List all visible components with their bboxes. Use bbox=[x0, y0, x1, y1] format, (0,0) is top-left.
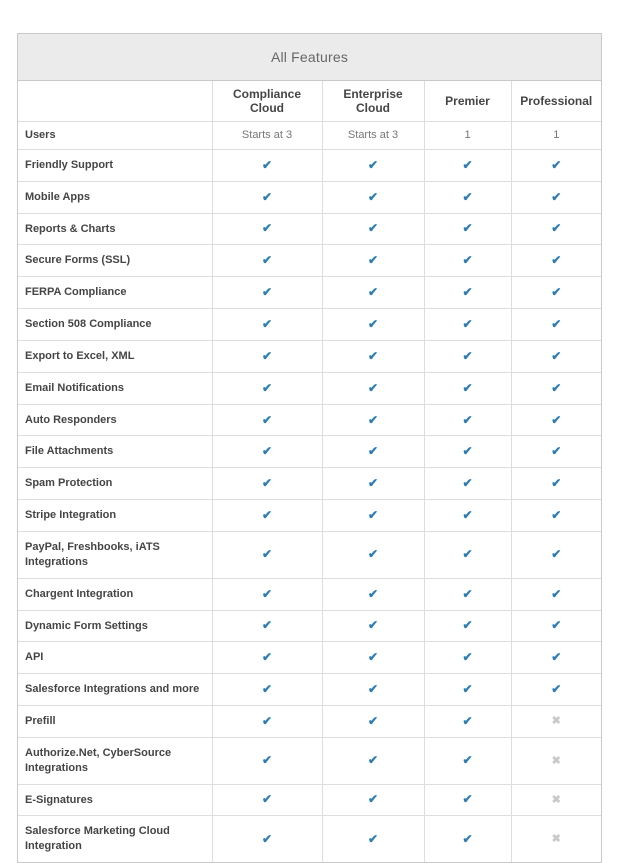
column-header-compliance-cloud: Compliance Cloud bbox=[212, 81, 322, 122]
feature-comparison-card bbox=[17, 33, 602, 863]
table-row bbox=[18, 610, 601, 642]
plan-cell bbox=[424, 500, 511, 532]
plan-cell bbox=[424, 642, 511, 674]
check-icon: ✔ bbox=[261, 650, 273, 665]
plan-cell bbox=[322, 404, 424, 436]
check-icon: ✔ bbox=[261, 285, 273, 300]
plan-cell bbox=[511, 309, 601, 341]
plan-cell bbox=[424, 610, 511, 642]
plan-cell bbox=[322, 372, 424, 404]
table-row bbox=[18, 149, 601, 181]
check-icon: ✔ bbox=[367, 316, 379, 331]
plan-cell bbox=[212, 531, 322, 578]
check-icon: ✔ bbox=[551, 618, 562, 633]
plan-cell bbox=[424, 149, 511, 181]
column-header-professional: Professional bbox=[511, 81, 601, 122]
check-icon: ✔ bbox=[551, 380, 562, 395]
plan-cell bbox=[511, 149, 601, 181]
table-row bbox=[18, 181, 601, 213]
table-row bbox=[18, 706, 601, 738]
check-icon: ✔ bbox=[367, 253, 379, 268]
check-icon: ✔ bbox=[551, 476, 562, 491]
check-icon: ✔ bbox=[367, 831, 379, 846]
feature-name: Email Notifications bbox=[25, 381, 125, 394]
check-icon: ✔ bbox=[261, 444, 273, 459]
check-icon: ✔ bbox=[551, 508, 562, 523]
feature-name: PayPal, Freshbooks, iATS Integrations bbox=[25, 540, 160, 568]
check-icon: ✔ bbox=[367, 547, 379, 562]
check-icon: ✔ bbox=[462, 476, 473, 491]
plan-cell bbox=[212, 181, 322, 213]
plan-cell bbox=[424, 674, 511, 706]
plan-value: 1 bbox=[424, 122, 511, 150]
feature-name: Dynamic Form Settings bbox=[25, 619, 148, 632]
check-icon: ✔ bbox=[367, 618, 379, 633]
check-icon: ✔ bbox=[462, 586, 473, 601]
check-icon: ✔ bbox=[462, 508, 473, 523]
check-icon: ✔ bbox=[462, 792, 473, 807]
check-icon: ✔ bbox=[551, 412, 562, 427]
plan-cell bbox=[212, 309, 322, 341]
plan-cell bbox=[511, 340, 601, 372]
feature-name: Export to Excel, XML bbox=[25, 349, 135, 362]
plan-cell bbox=[511, 737, 601, 784]
table-row bbox=[18, 578, 601, 610]
plan-cell bbox=[212, 149, 322, 181]
table-row bbox=[18, 674, 601, 706]
plan-cell bbox=[511, 706, 601, 738]
check-icon: ✔ bbox=[367, 753, 379, 768]
plan-cell bbox=[424, 706, 511, 738]
table-row bbox=[18, 642, 601, 674]
plan-cell bbox=[424, 737, 511, 784]
check-icon: ✔ bbox=[367, 285, 379, 300]
check-icon: ✔ bbox=[367, 189, 379, 204]
check-icon: ✔ bbox=[462, 650, 473, 665]
plan-cell bbox=[212, 500, 322, 532]
plan-cell bbox=[322, 181, 424, 213]
table-row bbox=[18, 404, 601, 436]
plan-cell bbox=[424, 181, 511, 213]
check-icon: ✔ bbox=[462, 831, 473, 846]
check-icon: ✔ bbox=[261, 753, 273, 768]
plan-cell bbox=[511, 181, 601, 213]
check-icon: ✔ bbox=[261, 316, 273, 331]
plan-cell bbox=[212, 816, 322, 862]
feature-name: Authorize.Net, CyberSource Integrations bbox=[25, 746, 172, 774]
table-title: All Features bbox=[18, 34, 601, 81]
check-icon: ✔ bbox=[462, 713, 473, 728]
check-icon: ✔ bbox=[367, 586, 379, 601]
check-icon: ✔ bbox=[261, 157, 273, 172]
check-icon: ✔ bbox=[551, 444, 562, 459]
feature-table-body bbox=[18, 122, 601, 863]
plan-cell bbox=[511, 436, 601, 468]
feature-name: Salesforce Marketing Cloud Integration bbox=[25, 825, 170, 853]
plan-cell bbox=[322, 340, 424, 372]
table-row bbox=[18, 245, 601, 277]
plan-cell bbox=[322, 468, 424, 500]
plan-cell bbox=[212, 468, 322, 500]
plan-cell bbox=[511, 213, 601, 245]
plan-cell bbox=[322, 149, 424, 181]
feature-name: Spam Protection bbox=[25, 477, 113, 490]
plan-cell bbox=[424, 340, 511, 372]
check-icon: ✔ bbox=[261, 253, 273, 268]
plan-cell bbox=[212, 372, 322, 404]
check-icon: ✔ bbox=[261, 682, 273, 697]
check-icon: ✔ bbox=[462, 285, 473, 300]
check-icon: ✔ bbox=[261, 618, 273, 633]
plan-cell bbox=[424, 531, 511, 578]
check-icon: ✔ bbox=[261, 586, 273, 601]
plan-cell bbox=[511, 642, 601, 674]
table-row bbox=[18, 531, 601, 578]
feature-name: Chargent Integration bbox=[25, 587, 134, 600]
check-icon: ✔ bbox=[367, 221, 379, 236]
check-icon: ✔ bbox=[462, 682, 473, 697]
plan-cell bbox=[322, 578, 424, 610]
feature-name: Friendly Support bbox=[25, 158, 113, 171]
check-icon: ✔ bbox=[367, 682, 379, 697]
check-icon: ✔ bbox=[551, 650, 562, 665]
check-icon: ✔ bbox=[462, 189, 473, 204]
check-icon: ✔ bbox=[261, 380, 273, 395]
plan-value: 1 bbox=[511, 122, 601, 150]
check-icon: ✔ bbox=[551, 682, 562, 697]
plan-cell bbox=[424, 578, 511, 610]
check-icon: ✔ bbox=[367, 380, 379, 395]
plan-value: Starts at 3 bbox=[322, 122, 424, 150]
check-icon: ✔ bbox=[367, 650, 379, 665]
check-icon: ✔ bbox=[261, 189, 273, 204]
check-icon: ✔ bbox=[551, 285, 562, 300]
feature-name: Reports & Charts bbox=[25, 222, 116, 235]
plan-cell bbox=[511, 404, 601, 436]
plan-cell bbox=[424, 436, 511, 468]
plan-value: Starts at 3 bbox=[212, 122, 322, 150]
plan-cell bbox=[424, 404, 511, 436]
plan-cell bbox=[322, 642, 424, 674]
table-row bbox=[18, 816, 601, 862]
check-icon: ✔ bbox=[462, 380, 473, 395]
plan-cell bbox=[424, 245, 511, 277]
plan-cell bbox=[212, 706, 322, 738]
column-header-premier: Premier bbox=[424, 81, 511, 122]
check-icon: ✔ bbox=[367, 157, 379, 172]
header-row bbox=[18, 81, 601, 122]
check-icon: ✔ bbox=[462, 412, 473, 427]
table-row bbox=[18, 500, 601, 532]
check-icon: ✔ bbox=[551, 348, 562, 363]
check-icon: ✔ bbox=[367, 444, 379, 459]
cross-icon: ✖ bbox=[551, 754, 561, 767]
feature-name: Section 508 Compliance bbox=[25, 318, 152, 331]
check-icon: ✔ bbox=[551, 221, 562, 236]
check-icon: ✔ bbox=[261, 348, 273, 363]
check-icon: ✔ bbox=[261, 547, 273, 562]
plan-cell bbox=[212, 436, 322, 468]
check-icon: ✔ bbox=[367, 476, 379, 491]
check-icon: ✔ bbox=[462, 547, 473, 562]
plan-cell bbox=[322, 737, 424, 784]
plan-cell bbox=[322, 816, 424, 862]
check-icon: ✔ bbox=[551, 547, 562, 562]
feature-name: Prefill bbox=[25, 715, 56, 728]
plan-cell bbox=[212, 213, 322, 245]
table-row bbox=[18, 213, 601, 245]
check-icon: ✔ bbox=[462, 316, 473, 331]
plan-cell bbox=[511, 372, 601, 404]
plan-cell bbox=[322, 245, 424, 277]
check-icon: ✔ bbox=[462, 157, 473, 172]
plan-cell bbox=[212, 404, 322, 436]
check-icon: ✔ bbox=[462, 253, 473, 268]
plan-cell bbox=[322, 706, 424, 738]
table-row bbox=[18, 340, 601, 372]
check-icon: ✔ bbox=[367, 713, 379, 728]
check-icon: ✔ bbox=[261, 412, 273, 427]
table-row bbox=[18, 468, 601, 500]
plan-cell bbox=[322, 531, 424, 578]
cross-icon: ✖ bbox=[551, 715, 561, 728]
plan-cell bbox=[511, 468, 601, 500]
plan-cell bbox=[322, 309, 424, 341]
plan-cell bbox=[212, 642, 322, 674]
check-icon: ✔ bbox=[551, 157, 562, 172]
check-icon: ✔ bbox=[551, 316, 562, 331]
check-icon: ✔ bbox=[462, 221, 473, 236]
check-icon: ✔ bbox=[367, 348, 379, 363]
plan-cell bbox=[322, 277, 424, 309]
plan-cell bbox=[511, 674, 601, 706]
check-icon: ✔ bbox=[261, 831, 273, 846]
check-icon: ✔ bbox=[261, 221, 273, 236]
feature-name: File Attachments bbox=[25, 445, 114, 458]
plan-cell bbox=[322, 500, 424, 532]
check-icon: ✔ bbox=[462, 753, 473, 768]
feature-name: Secure Forms (SSL) bbox=[25, 254, 131, 267]
column-header-enterprise-cloud: Enterprise Cloud bbox=[322, 81, 424, 122]
plan-cell bbox=[511, 245, 601, 277]
check-icon: ✔ bbox=[261, 508, 273, 523]
plan-cell bbox=[511, 578, 601, 610]
check-icon: ✔ bbox=[462, 444, 473, 459]
plan-cell bbox=[212, 737, 322, 784]
feature-name: Stripe Integration bbox=[25, 509, 117, 522]
check-icon: ✔ bbox=[261, 476, 273, 491]
cross-icon: ✖ bbox=[551, 833, 561, 846]
feature-comparison-table bbox=[18, 81, 601, 862]
plan-cell bbox=[212, 245, 322, 277]
feature-column-header bbox=[18, 81, 212, 122]
table-row bbox=[18, 122, 601, 150]
plan-cell bbox=[322, 213, 424, 245]
plan-cell bbox=[424, 816, 511, 862]
cross-icon: ✖ bbox=[551, 793, 561, 806]
plan-cell bbox=[212, 340, 322, 372]
check-icon: ✔ bbox=[367, 792, 379, 807]
plan-cell bbox=[212, 610, 322, 642]
plan-cell bbox=[424, 277, 511, 309]
plan-cell bbox=[424, 213, 511, 245]
feature-name: Users bbox=[25, 129, 56, 141]
check-icon: ✔ bbox=[261, 792, 273, 807]
plan-cell bbox=[322, 436, 424, 468]
feature-name: Mobile Apps bbox=[25, 190, 90, 203]
table-header bbox=[18, 81, 601, 122]
table-row bbox=[18, 737, 601, 784]
plan-cell bbox=[212, 674, 322, 706]
feature-name: API bbox=[25, 651, 44, 664]
check-icon: ✔ bbox=[367, 412, 379, 427]
feature-name: Salesforce Integrations and more bbox=[25, 683, 200, 696]
table-row bbox=[18, 277, 601, 309]
check-icon: ✔ bbox=[462, 348, 473, 363]
check-icon: ✔ bbox=[551, 189, 562, 204]
table-row bbox=[18, 436, 601, 468]
check-icon: ✔ bbox=[261, 713, 273, 728]
plan-cell bbox=[511, 277, 601, 309]
feature-name: FERPA Compliance bbox=[25, 286, 127, 299]
check-icon: ✔ bbox=[551, 586, 562, 601]
plan-cell bbox=[511, 500, 601, 532]
plan-cell bbox=[322, 674, 424, 706]
plan-cell bbox=[212, 578, 322, 610]
plan-cell bbox=[424, 468, 511, 500]
plan-cell bbox=[322, 610, 424, 642]
plan-cell bbox=[424, 372, 511, 404]
plan-cell bbox=[511, 531, 601, 578]
plan-cell bbox=[212, 277, 322, 309]
table-row bbox=[18, 309, 601, 341]
plan-cell bbox=[511, 610, 601, 642]
plan-cell bbox=[511, 816, 601, 862]
plan-cell bbox=[424, 309, 511, 341]
feature-name: E-Signatures bbox=[25, 793, 93, 806]
feature-name: Auto Responders bbox=[25, 413, 117, 426]
check-icon: ✔ bbox=[367, 508, 379, 523]
check-icon: ✔ bbox=[551, 253, 562, 268]
table-row bbox=[18, 372, 601, 404]
check-icon: ✔ bbox=[462, 618, 473, 633]
